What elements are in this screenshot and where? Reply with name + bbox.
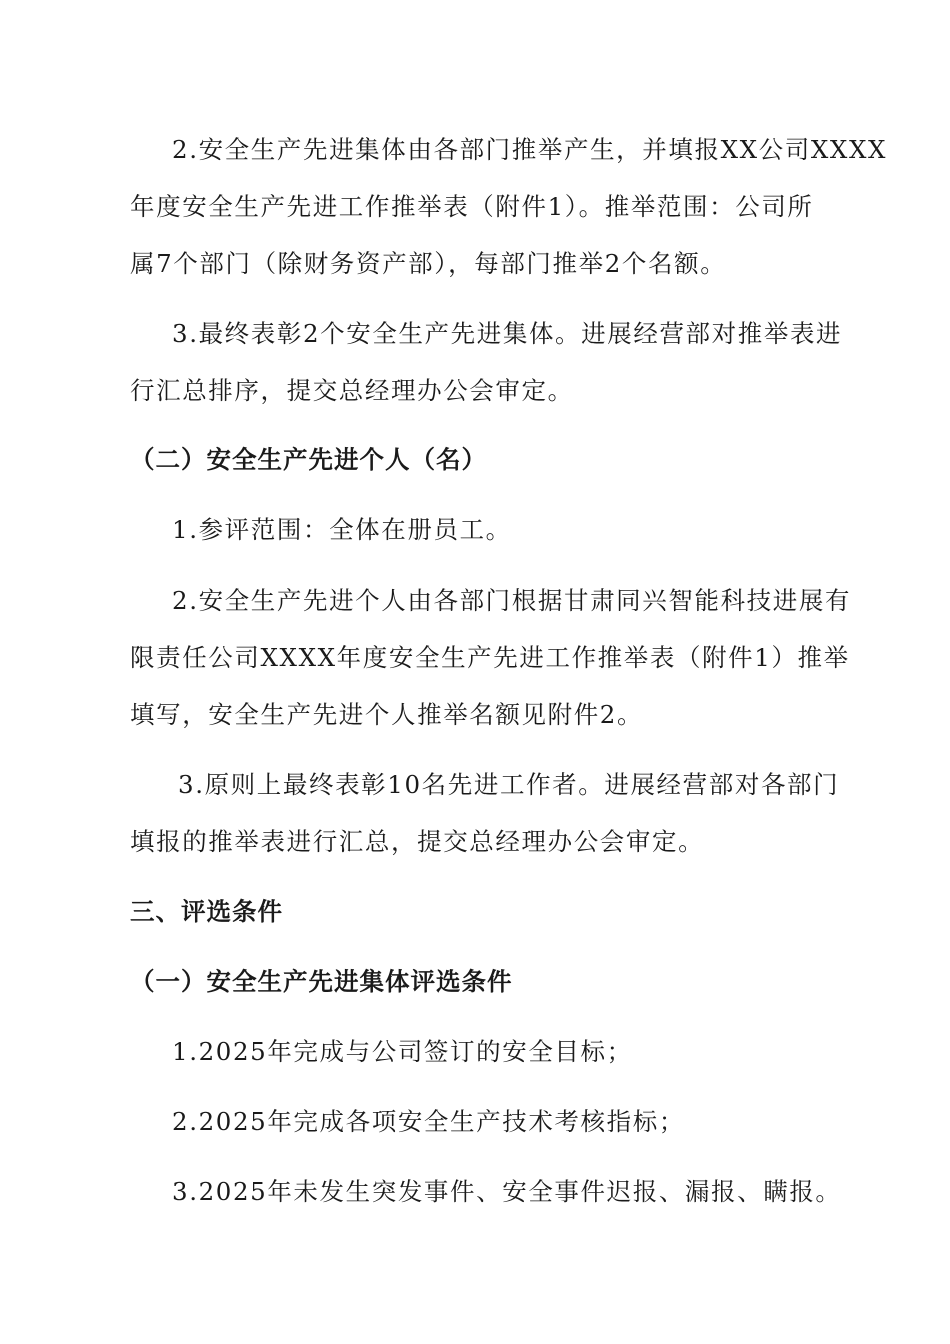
paragraph-line: 3.2025年未发生突发事件、安全事件迟报、漏报、瞒报。 [172,1177,842,1206]
section-heading: 三、评选条件 [130,897,283,926]
paragraph-line: 填报的推举表进行汇总，提交总经理办公会审定。 [130,827,705,856]
paragraph-line: 属7个部门（除财务资产部），每部门推举2个名额。 [130,249,727,278]
paragraph-line: 限责任公司XXXX年度安全生产先进工作推举表（附件1）推举 [130,643,850,672]
section-subheading: （二）安全生产先进个人（名） [130,445,487,474]
paragraph-line: 1.2025年完成与公司签订的安全目标； [172,1037,633,1066]
paragraph-line: 1.参评范围：全体在册员工。 [172,515,512,544]
paragraph-line: 3.原则上最终表彰10名先进工作者。进展经营部对各部门 [178,770,840,799]
paragraph-line: 3.最终表彰2个安全生产先进集体。进展经营部对推举表进 [172,319,843,348]
section-subheading: （一）安全生产先进集体评选条件 [130,967,513,996]
paragraph-line: 2.安全生产先进集体由各部门推举产生，并填报XX公司XXXX [172,135,888,164]
paragraph-line: 年度安全生产先进工作推举表（附件1）。推举范围：公司所 [130,192,814,221]
paragraph-line: 行汇总排序，提交总经理办公会审定。 [130,376,574,405]
paragraph-line: 填写，安全生产先进个人推举名额见附件2。 [130,700,644,729]
paragraph-line: 2.2025年完成各项安全生产技术考核指标； [172,1107,685,1136]
paragraph-line: 2.安全生产先进个人由各部门根据甘肃同兴智能科技进展有 [172,586,852,615]
